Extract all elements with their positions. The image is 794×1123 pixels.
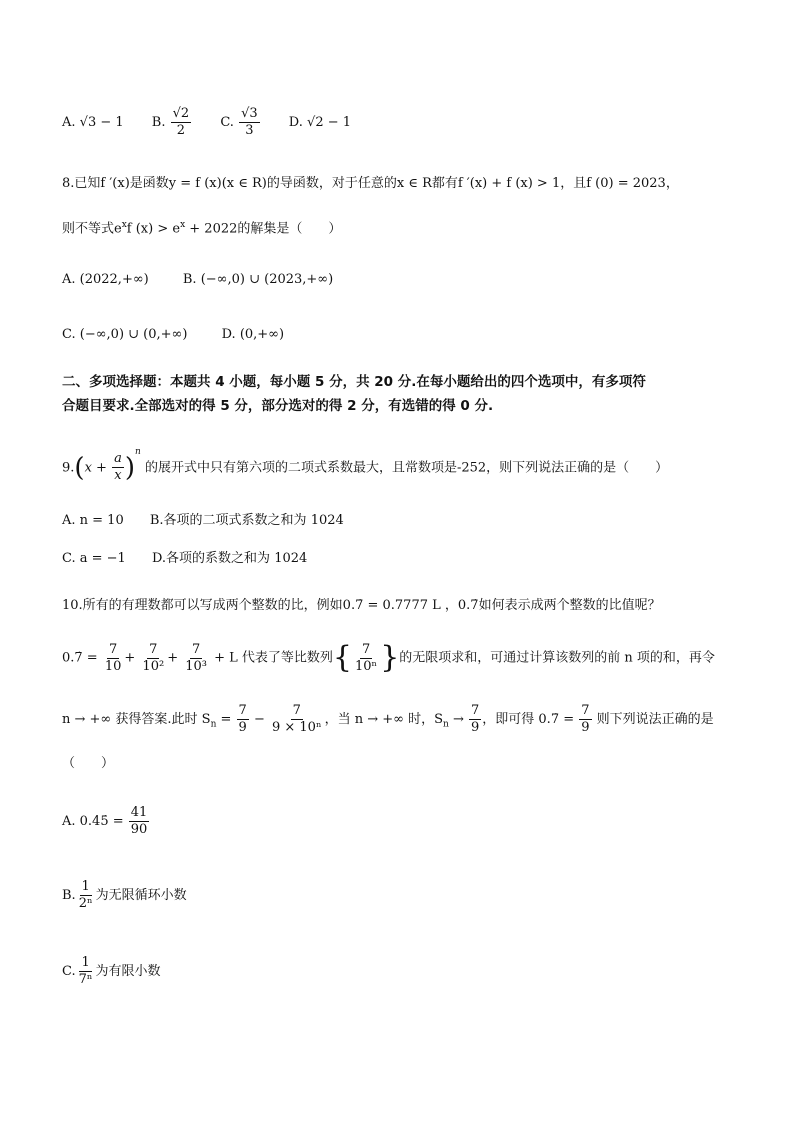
fraction: $\frac{7}{10}$ — [104, 641, 122, 674]
q8-stem-line1: 8.已知f ′(x)是函数y = f (x)(x ∈ R)的导函数，对于任意的x ∈ R都有f ′(x) + f (x) > 1，且f (0) = 2023， — [62, 176, 679, 191]
fraction: $\frac{a}{x}$ — [114, 451, 122, 484]
q9-stem: 9.(x + $\frac{a}{x}$ )$^n$ 的展开式中只有第六项的二项式系数最大，且常数项是-252，则下列说法正确的是（ ） — [62, 447, 669, 484]
q10-stem-line2: 0.7̇ = $\frac{7}{10}$ + $\frac{7}{\text{10²}}$ + $\frac{7}{\text{10³}}$ + L 代表了等比数列{ $\frac{7}{\text{10ⁿ}}$ }的无限项求和，可通过计算该数列的前 n 项的和，再令 — [62, 640, 715, 675]
q9-option-d: D.各项的系数之和为 1024 — [151, 551, 308, 566]
q8-option-c: C. (−∞,0) ∪ (0,+∞) — [62, 327, 188, 342]
fraction: $\frac{1}{\text{2ⁿ}}$ — [78, 879, 93, 911]
q9-option-a: A. n = 10 — [62, 513, 124, 528]
q10-option-c: C. $\frac{1}{\text{7ⁿ}}$ 为有限小数 — [62, 955, 161, 987]
q10-option-b: B. $\frac{1}{\text{2ⁿ}}$ 为无限循环小数 — [62, 879, 187, 911]
q8-option-d: D. (0,+∞) — [221, 327, 285, 342]
fraction: $\frac{41}{90}$ — [130, 805, 148, 837]
q7-option-a: A. √3 − 1 — [62, 115, 124, 130]
q7-option-c: C. $\frac{√3}{3}$ — [220, 106, 258, 138]
fraction: $\frac{7}{9}$ — [238, 703, 247, 735]
fraction: $\frac{7}{9}$ — [581, 703, 590, 735]
q9-option-c: C. a = −1 — [62, 551, 126, 566]
q8-options-ab — [62, 270, 333, 290]
fraction: $\frac{7}{9}$ — [471, 703, 480, 735]
q10-option-a: A. 0.45̇ = $\frac{41}{90}$ — [62, 805, 148, 837]
fraction: $\frac{√3}{3}$ — [241, 106, 258, 138]
q10-answer-paren: （ ） — [62, 756, 115, 771]
q7-option-b: B. $\frac{√2}{2}$ — [151, 106, 190, 138]
fraction: $\frac{7}{\text{9 × 10ⁿ}}$ — [271, 703, 322, 735]
q8-options-cd — [62, 325, 284, 345]
q9-options-cd — [62, 549, 307, 569]
q9-options-ab — [62, 511, 344, 531]
fraction: $\frac{7}{\text{10³}}$ — [185, 641, 207, 674]
q7-option-d: D. √2 − 1 — [288, 115, 352, 130]
q8-stem-line2: 则不等式$e^xf$ $(x) > e^x + 2022$的解集是（ ） — [62, 220, 342, 237]
q9-option-b: B.各项的二项式系数之和为 1024 — [149, 513, 344, 528]
q8-option-a: A. (2022,+∞) — [62, 272, 149, 287]
fraction: $\frac{√2}{2}$ — [172, 106, 190, 138]
fraction: $\frac{1}{\text{7ⁿ}}$ — [78, 955, 93, 987]
q7-options-row — [62, 106, 351, 139]
q10-stem-line3: n → +∞ 获得答案.此时 $S_n$ = $\frac{7}{9}$ − $\frac{7}{\text{9 × 10ⁿ}}$ ，当 n → +∞ 时，$S_n$ → $\frac{7}{9}$ ，即可得 0.7̇ = $\frac{7}{9}$ 则下列说法正确的是 — [62, 703, 714, 735]
q8-option-b: B. (−∞,0) ∪ (2023,+∞) — [182, 272, 334, 287]
q10-stem-line1: 10.所有的有理数都可以写成两个整数的比，例如0.7̇ = 0.7777 L ，0.7̇如何表示成两个整数的比值呢？ — [62, 598, 661, 613]
section-header-line2: 合题目要求.全部选对的得 5 分，部分选对的得 2 分，有选错的得 0 分. — [62, 398, 494, 414]
fraction: $\frac{7}{\text{10²}}$ — [142, 641, 165, 674]
fraction: $\frac{7}{\text{10ⁿ}}$ — [355, 641, 378, 674]
section-header-line1: 二、多项选择题：本题共 4 小题，每小题 5 分，共 20 分.在每小题给出的四个选项中，有多项符 — [62, 374, 646, 390]
